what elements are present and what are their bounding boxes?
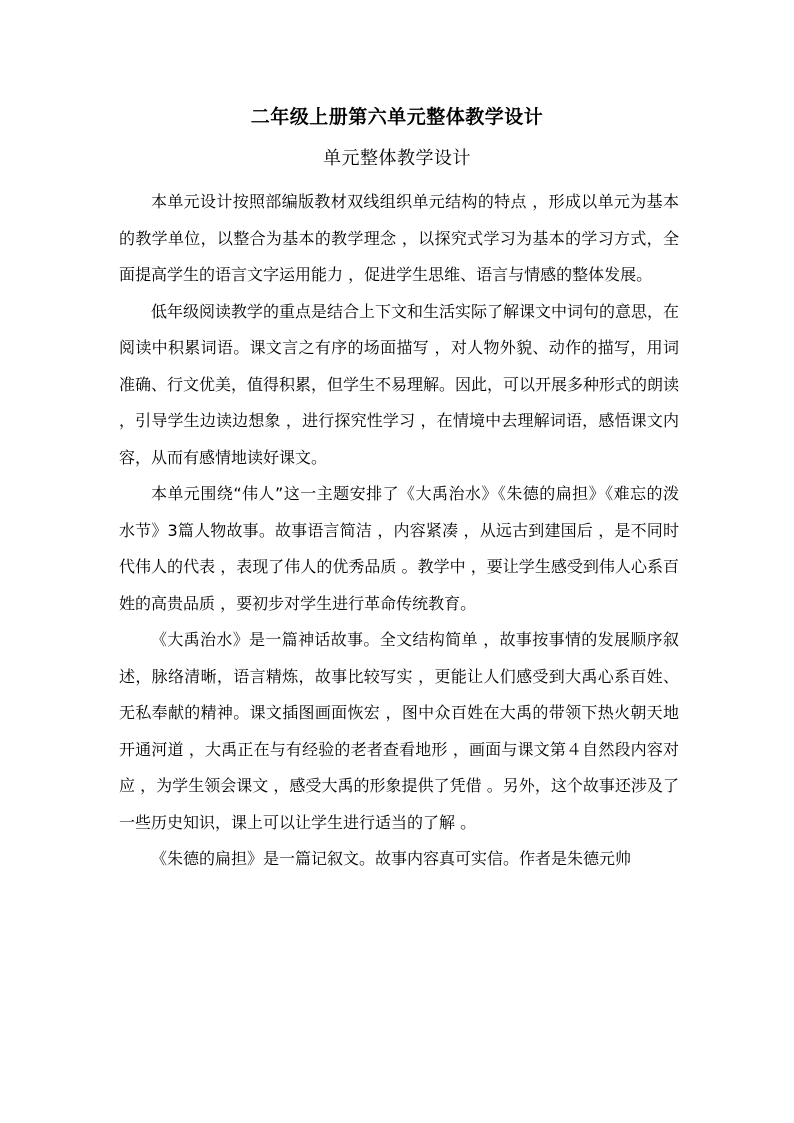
document-body — [119, 184, 679, 878]
paragraph-zhude-biandan: 《朱德的扁担》是一篇记叙文。故事内容真可实信。作者是朱德元帅 — [151, 849, 632, 868]
paragraph-unit-theme: 本单元围绕“伟人”这一主题安排了《大禹治水》《朱德的扁担》《难忘的泼水节》3篇人物故事。故事语言简洁 ，内容紧凑 ，从远古到建国后 ，是不同时代伟人的代表 ，表现了伟人的优秀品质 。教学中 ，要让学生感受到伟人心系百姓的高贵品质 ，要初步对学生进行革命传统教育。 — [119, 484, 679, 613]
paragraph-reading-focus: 低年级阅读教学的重点是结合上下文和生活实际了解课文中词句的意思，在阅读中积累词语。课文言之有序的场面描写 ，对人物外貌、动作的描写，用词准确、行文优美，值得积累，但学生不易理解。因此，可以开展多种形式的朗读 ，引导学生边读边想象 ，进行探究性学习 ，在情境中去理解词语，感悟课文内容，从而有感情地读好课文。 — [119, 301, 680, 467]
paragraph-unit-design: 本单元设计按照部编版教材双线组织单元结构的特点 ，形成以单元为基本的教学单位，以整合为基本的教学理念 ，以探究式学习为基本的学习方式，全面提高学生的语言文字运用能力 ，促进学生思维、语言与情感的整体发展。 — [119, 192, 679, 284]
document-title: 二年级上册第六单元整体教学设计 — [250, 106, 544, 128]
document-subtitle: 单元整体教学设计 — [323, 148, 471, 169]
paragraph-dayu-zhishui: 《大禹治水》是一篇神话故事。全文结构简单 ，故事按事情的发展顺序叙述，脉络清晰，语言精炼，故事比较写实 ，更能让人们感受到大禹心系百姓、无私奉献的精神。课文插图画面恢宏 ，图中众百姓在大禹的带领下热火朝天地开通河道 ，大禹正在与有经验的老者查看地形 ，画面与课文第４自然段内容对应 ，为学生领会课文 ，感受大禹的形象提供了凭借 。另外，这个故事还涉及了一些历史知识，课上可以让学生进行适当的了解 。 — [119, 630, 679, 832]
